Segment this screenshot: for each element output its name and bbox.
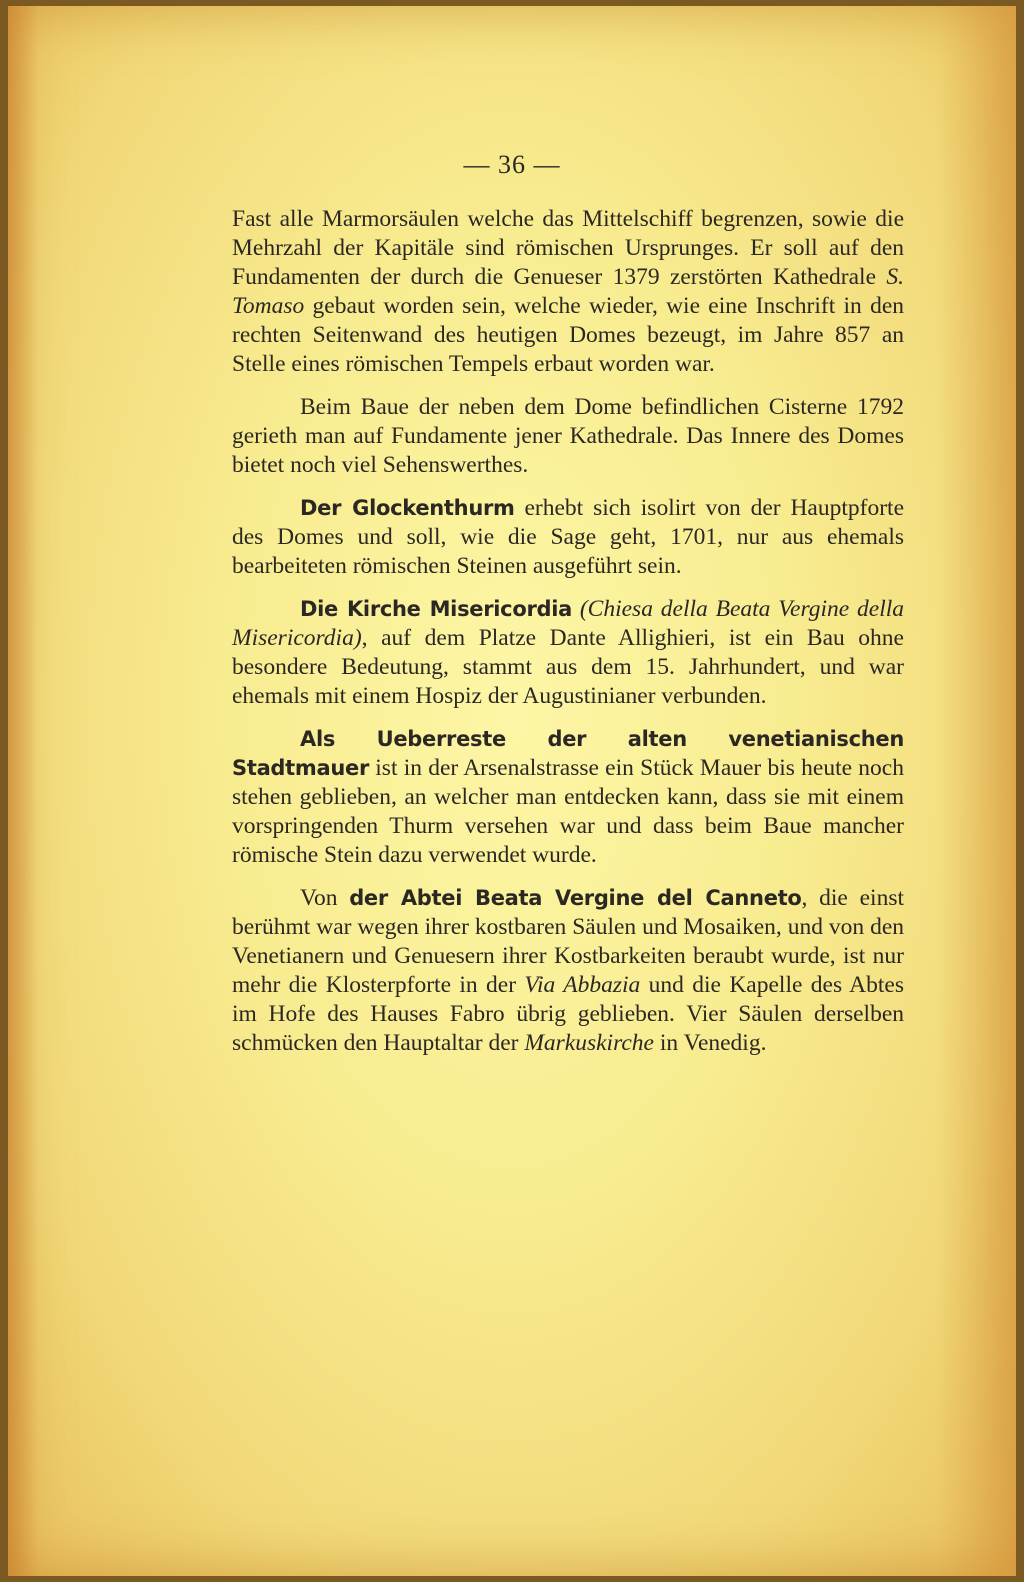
- paragraph-4-text: , auf dem Platze Dante Allighieri, ist ein Bau ohne besondere Bedeutung, stammt aus dem 15. Jahrhundert, und war ehemals mit einem Hospiz der Augustinianer verbunden.: [232, 625, 904, 709]
- body-text: [232, 205, 904, 1072]
- paragraph-6-heading: der Abtei Beata Vergine del Canneto: [349, 886, 802, 910]
- paragraph-2: [232, 393, 904, 480]
- paragraph-4: [232, 595, 904, 711]
- paragraph-6-italic: Via Abbazia: [524, 972, 641, 998]
- paragraph-3: [232, 494, 904, 581]
- paragraph-4-heading: Die Kirche Misericordia: [300, 597, 573, 621]
- paragraph-1-text: Fast alle Marmorsäulen welche das Mittelschiff begrenzen, sowie die Mehrzahl der Kapitäle sind römischen Ursprunges. Er soll auf den Fundamenten der durch die Genueser 1379 zerstörten Kathedrale: [232, 206, 904, 290]
- paragraph-5-heading: Als Ueberreste der alten venetianischen Stadtmauer: [232, 727, 904, 780]
- paragraph-5: [232, 725, 904, 870]
- paragraph-5-text: ist in der Arsenalstrasse ein Stück Mauer bis heute noch stehen geblieben, an welcher man entdecken kann, dass sie mit einem vorspringenden Thurm versehen war und dass beim Baue mancher römische Stein dazu verwendet wurde.: [232, 755, 904, 868]
- page-number: — 36 —: [463, 150, 561, 179]
- paragraph-6-text: , die einst berühmt war wegen ihrer kostbaren Säulen und Mosaiken, und von den Venetianern und Genuesern ihrer Kostbarkeiten beraubt wurde, ist nur mehr die Klosterpforte in der: [232, 885, 904, 998]
- paragraph-6: [232, 884, 904, 1058]
- paragraph-6-end: in Venedig.: [653, 1030, 767, 1056]
- paragraph-1-italic: S. Tomaso: [232, 264, 904, 319]
- paragraph-3-text: erhebt sich isolirt von der Hauptpforte des Domes und soll, wie die Sage geht, 1701, nur aus ehemals bearbeiteten römischen Steinen ausgeführt sein.: [232, 495, 904, 579]
- paragraph-1-rest: gebaut worden sein, welche wieder, wie eine Inschrift in den rechten Seitenwand des heutigen Domes bezeugt, im Jahre 857 an Stelle eines römischen Tempels erbaut worden war.: [232, 293, 904, 377]
- paragraph-1: [232, 205, 904, 379]
- paragraph-6-pre: Von: [300, 885, 350, 911]
- paragraph-4-italic: (Chiesa della Beata Vergine della Misericordia): [232, 596, 904, 651]
- paragraph-2-text: Beim Baue der neben dem Dome befindlichen Cisterne 1792 gerieth man auf Fundamente jener Kathedrale. Das Innere des Domes bietet noch viel Sehenswerthes.: [232, 394, 904, 478]
- paragraph-3-heading: Der Glockenthurm: [300, 496, 515, 520]
- paragraph-6-text-2: und die Kapelle des Abtes im Hofe des Hauses Fabro übrig geblieben. Vier Säulen derselben schmücken den Hauptaltar der: [232, 972, 904, 1056]
- paragraph-6-italic-2: Markuskirche: [524, 1030, 654, 1056]
